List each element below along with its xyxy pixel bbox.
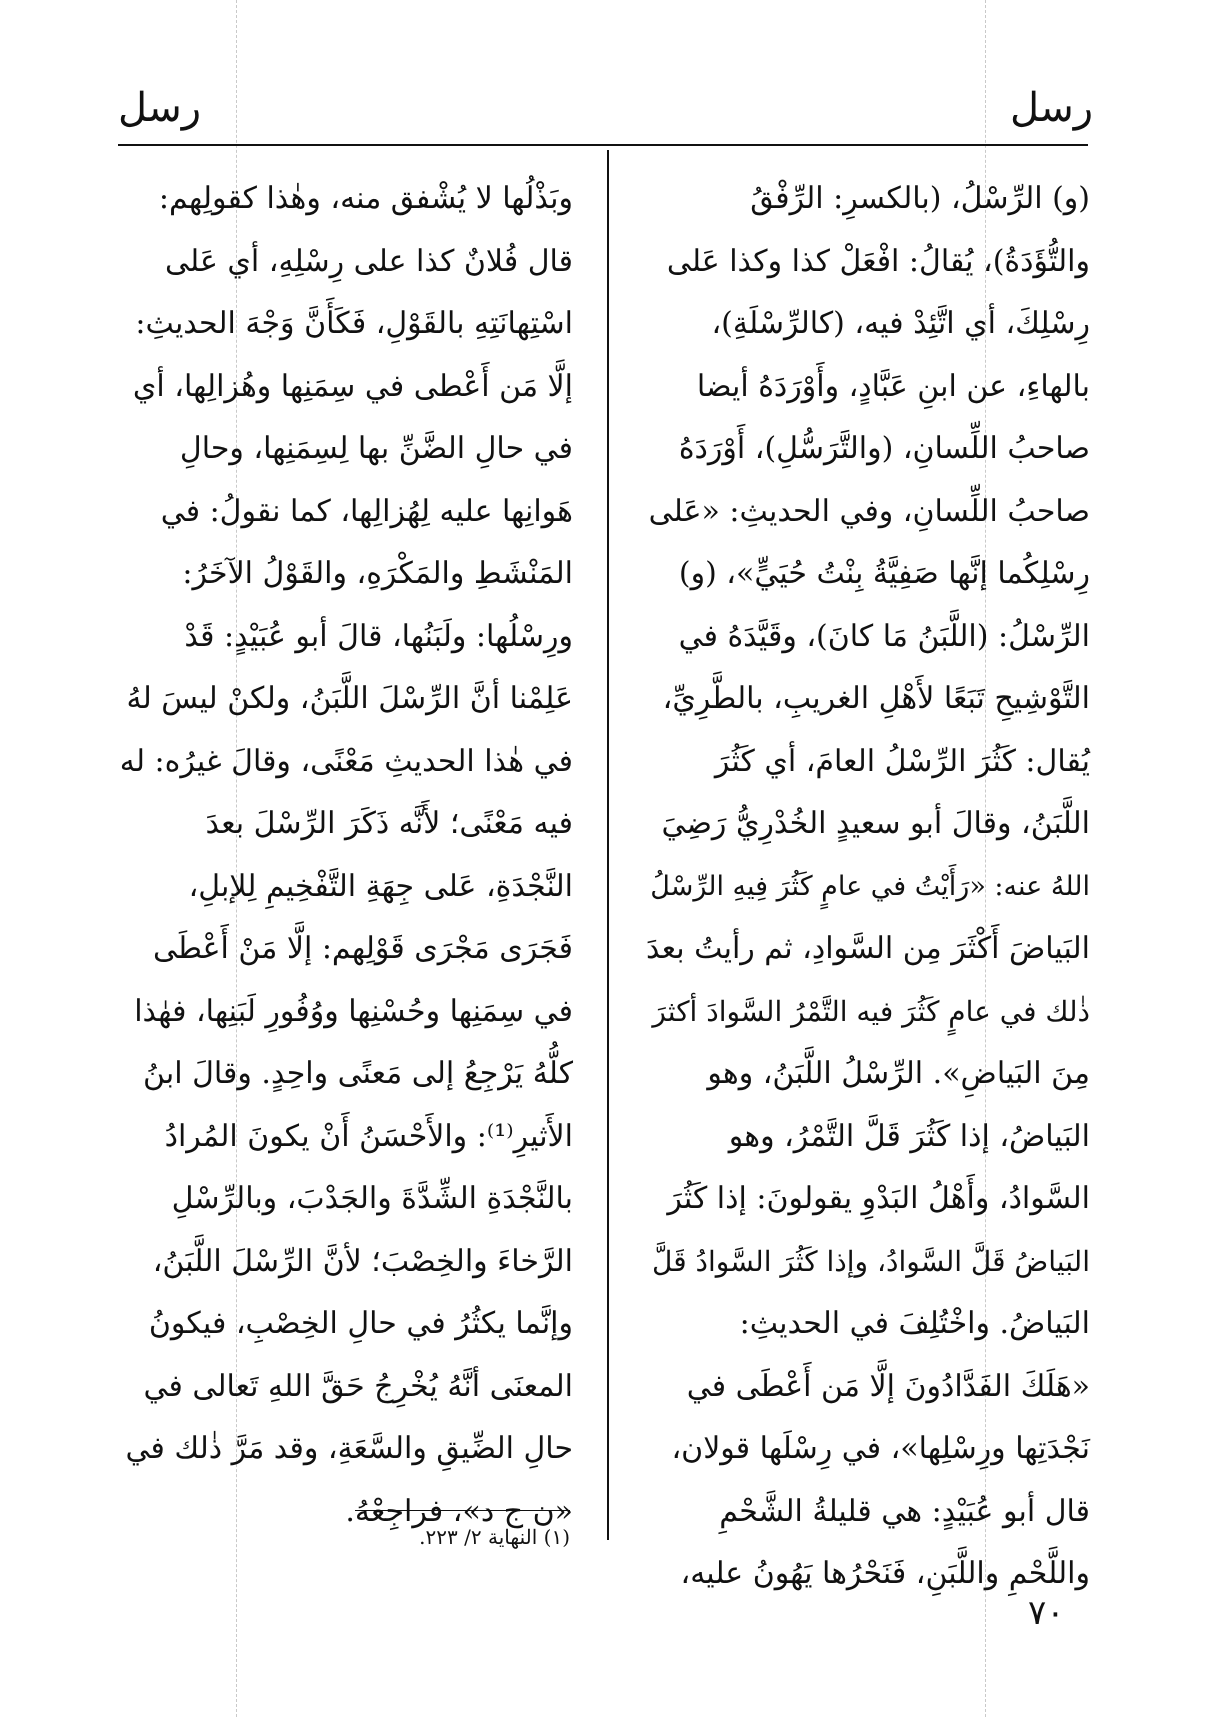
text-line: اسْتِهانَتِهِ بالقَوْلِ، فَكَأَنَّ وَجْهَ الحديثِ: <box>135 306 573 341</box>
text-line: رِسْلِكُما إنَّها صَفِيَّةُ بِنْتُ حُيَيٍّ»، (و) <box>678 556 1090 591</box>
text-line: اللَّبَنُ، وقالَ أبو سعيدٍ الخُدْرِيُّ رَضِيَ <box>661 806 1090 841</box>
text-line: ذٰلك في عامٍ كَثُرَ فيه التَّمْرُ السَّوادَ أكثرَ <box>652 994 1090 1028</box>
text-line: ورِسْلُها: ولَبَنُها، قالَ أبو عُبَيْدٍ: قَدْ <box>184 618 573 654</box>
text-line: يُقال: كَثُرَ الرِّسْلُ العامَ، أي كَثُرَ <box>714 743 1090 779</box>
text-line: حالِ الضِّيقِ والسَّعَةِ، وقد مَرَّ ذٰلك في <box>125 1431 573 1466</box>
text-line: قال أبو عُبَيْدٍ: هي قليلةُ الشَّحْمِ <box>719 1493 1090 1529</box>
text-line: الأَثيرِ⁽¹⁾: والأَحْسَنُ أَنْ يكونَ المُرادُ <box>164 1118 573 1154</box>
text-line: «هَلَكَ الفَدَّادُونَ إلَّا مَن أَعْطَى في <box>686 1368 1090 1404</box>
text-line: إلَّا مَن أَعْطى في سِمَنِها وهُزالِها، أي <box>132 368 573 404</box>
text-line: في سِمَنِها وحُسْنِها ووُفُورِ لَبَنِها، فهٰذا <box>134 993 573 1029</box>
text-line: السَّوادُ، وأَهْلُ البَدْوِ يقولونَ: إذا كَثُرَ <box>667 1181 1090 1216</box>
text-line: كلُّهُ يَرْجِعُ إلى مَعنًى واحِدٍ. وقالَ ابنُ <box>143 1056 573 1091</box>
text-line: عَلِمْنا أنَّ الرِّسْلَ اللَّبَنُ، ولكنْ ليسَ لهُ <box>126 681 573 716</box>
text-line: بالنَّجْدَةِ الشِّدَّةَ والجَدْبَ، وبالرِّسْلِ <box>171 1181 573 1216</box>
header-root-word-right: رسل <box>1010 85 1094 131</box>
text-line: واللَّحْمِ واللَّبَنِ، فَنَحْرُها يَهُونُ عليه، <box>680 1556 1090 1591</box>
text-line: المعنَى أنَّهُ يُخْرِجُ حَقَّ اللهِ تَعالى في <box>143 1368 573 1404</box>
text-line: البَياضَ أَكْثَرَ مِن السَّوادِ، ثم رأيتُ بعدَ <box>646 931 1090 966</box>
text-line: هَوانِها عليه لِهُزالِها، كما نقولُ: في <box>160 493 573 529</box>
text-line: «ن ج د»، فراجِعْهُ. <box>345 1493 573 1529</box>
text-line: بالهاءِ، عن ابنِ عَبَّادٍ، وأَوْرَدَهُ أيضا <box>696 368 1090 404</box>
text-line: البَياضُ. واخْتُلِفَ في الحديثِ: <box>739 1306 1090 1341</box>
text-line: المَنْشَطِ والمَكْرَهِ، والقَوْلُ الآخَرُ: <box>182 556 573 591</box>
text-line: وبَذْلُها لا يُشْفق منه، وهٰذا كقولِهم: <box>158 181 573 216</box>
text-line: البَياضُ، إذا كَثُرَ قَلَّ التَّمْرُ، وهو <box>728 1118 1090 1154</box>
text-line: وإنَّما يكثُرُ في حالِ الخِصْبِ، فيكونُ <box>148 1306 573 1341</box>
text-line: والتُّؤَدَةُ)، يُقالُ: افْعَلْ كذا وكذا عَلى <box>666 243 1090 279</box>
header-rule <box>118 144 1088 146</box>
text-line: صاحبُ اللِّسانِ، وفي الحديثِ: «عَلى <box>648 493 1090 529</box>
text-line: الرَّخاءَ والخِصْبَ؛ لأنَّ الرِّسْلَ اللَّبَنُ، <box>152 1243 573 1279</box>
text-line: صاحبُ اللِّسانِ، (والتَّرَسُّلِ)، أَوْرَدَهُ <box>678 431 1090 466</box>
right-column-text <box>640 168 1090 1606</box>
text-line: نَجْدَتِها ورِسْلِها»، في رِسْلَها قولان، <box>671 1431 1090 1466</box>
left-column-text <box>118 168 573 1543</box>
text-line: قال فُلانٌ كذا على رِسْلِهِ، أي عَلى <box>165 243 573 279</box>
footnote-rule <box>355 1510 570 1511</box>
text-line: النَّجْدَةِ، عَلى جِهَةِ التَّفْخِيمِ لِلإبلِ، <box>188 868 573 904</box>
footnote: (١) النهاية ٢/ ٢٢٣. <box>419 1525 570 1549</box>
text-line: اللهُ عنه: «رَأَيْتُ في عامٍ كَثُرَ فِيهِ الرِّسْلُ <box>650 870 1090 902</box>
text-line: فيه مَعْنًى؛ لأَنَّه ذَكَرَ الرِّسْلَ بعدَ <box>205 806 573 841</box>
text-line: رِسْلِكَ، أي اتَّئِدْ فيه، (كالرِّسْلَةِ)، <box>711 306 1090 341</box>
text-line: مِنَ البَياضِ». الرِّسْلُ اللَّبَنُ، وهو <box>707 1056 1090 1091</box>
header-root-word-left: رسل <box>118 85 202 131</box>
text-line: التَّوْشِيحِ تَبَعًا لأَهْلِ الغريبِ، بالطَّرِيِّ، <box>662 681 1090 716</box>
text-line: في حالِ الضَّنِّ بها لِسِمَنِها، وحالِ <box>179 431 573 466</box>
text-line: (و) الرِّسْلُ، (بالكسرِ: الرِّفْقُ <box>750 181 1090 216</box>
column-divider <box>607 150 609 1540</box>
text-line: البَياضُ قَلَّ السَّوادُ، وإذا كَثُرَ السَّوادُ قَلَّ <box>652 1244 1090 1278</box>
text-line: الرِّسْلُ: (اللَّبَنُ مَا كانَ)، وقَيَّدَهُ في <box>678 618 1090 654</box>
text-line: في هٰذا الحديثِ مَعْنًى، وقالَ غيرُه: له <box>119 743 573 779</box>
text-line: فَجَرَى مَجْرَى قَوْلِهم: إلَّا مَنْ أَعْطَى <box>153 931 573 966</box>
page-number: ٧٠ <box>1028 1593 1065 1633</box>
